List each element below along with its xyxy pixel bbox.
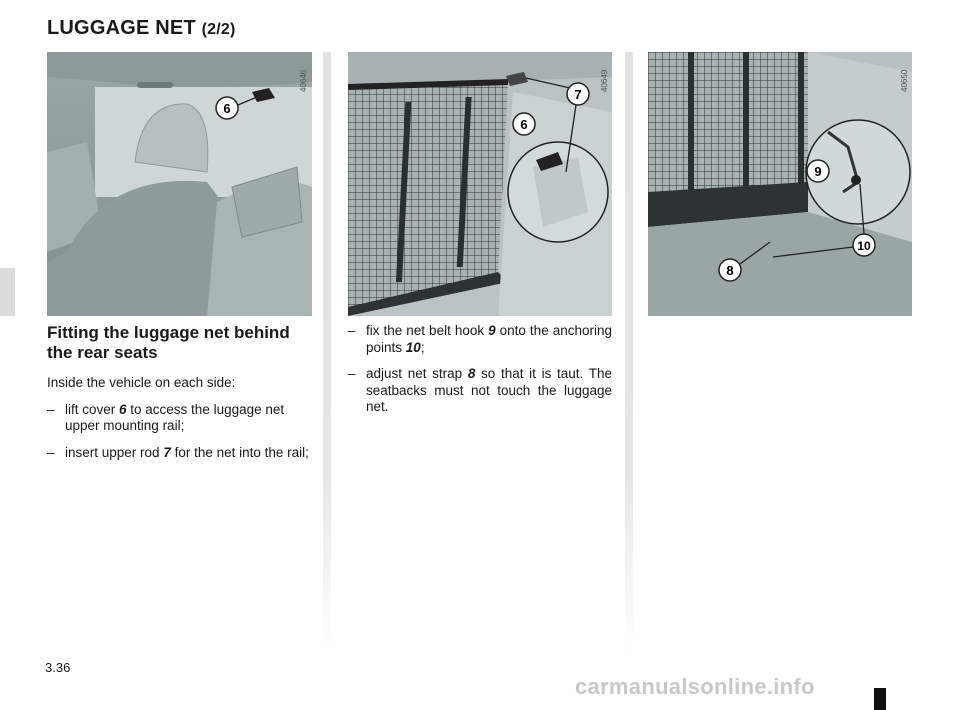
item-text: ; <box>420 339 425 355</box>
item-text: to access the luggage net upper mounting rail; <box>65 401 285 433</box>
callout-7: 7 <box>574 87 582 102</box>
figure-cover <box>47 52 312 316</box>
item-ref: 7 <box>163 444 171 460</box>
callout-9: 9 <box>814 164 822 179</box>
column-divider <box>625 52 633 652</box>
list-item <box>348 323 612 356</box>
intro-text: Inside the vehicle on each side: <box>47 375 236 390</box>
section-heading: Fitting the luggage net behind the rear seats <box>47 323 290 362</box>
page-number: 3.36 <box>45 660 71 675</box>
item-text: fix the net belt hook <box>366 323 489 338</box>
callout-6: 6 <box>520 117 528 132</box>
item-ref: 9 <box>488 323 496 338</box>
title-part: (2/2) <box>201 21 236 38</box>
list-item <box>348 366 612 416</box>
item-text: lift cover <box>65 401 120 417</box>
section-tab <box>0 268 15 316</box>
page-title <box>47 17 236 40</box>
figure-ref: 40646 <box>299 69 308 92</box>
column-divider <box>323 52 331 652</box>
dash: – <box>47 401 55 417</box>
callout-6: 6 <box>223 101 231 116</box>
item-text: so that it is taut. The seatbacks must not touch the luggage net. <box>366 366 612 414</box>
item-ref: 10 <box>405 339 421 355</box>
item-text: onto the anchoring points <box>366 323 613 355</box>
figure-ref: 40650 <box>900 69 909 92</box>
item-text: for the net into the rail; <box>170 444 309 460</box>
watermark: carmanualsonline.info <box>575 674 815 699</box>
figure-ref: 40649 <box>600 69 609 92</box>
item-text: insert upper rod <box>65 444 164 460</box>
dash: – <box>348 366 356 381</box>
callout-10: 10 <box>857 239 871 253</box>
figure-net-rail <box>348 52 612 316</box>
list-item <box>47 445 312 462</box>
list-item <box>47 402 312 435</box>
item-ref: 6 <box>119 401 127 417</box>
dash: – <box>47 444 55 460</box>
corner-mark <box>874 688 886 710</box>
dash: – <box>348 323 356 338</box>
column-2-text <box>348 323 612 426</box>
callout-8: 8 <box>726 263 734 278</box>
item-ref: 8 <box>467 366 476 381</box>
figure-net-anchor <box>648 52 912 316</box>
item-text: adjust net strap <box>366 366 468 381</box>
title-text: LUGGAGE NET <box>47 17 196 39</box>
column-1-text <box>47 323 312 471</box>
